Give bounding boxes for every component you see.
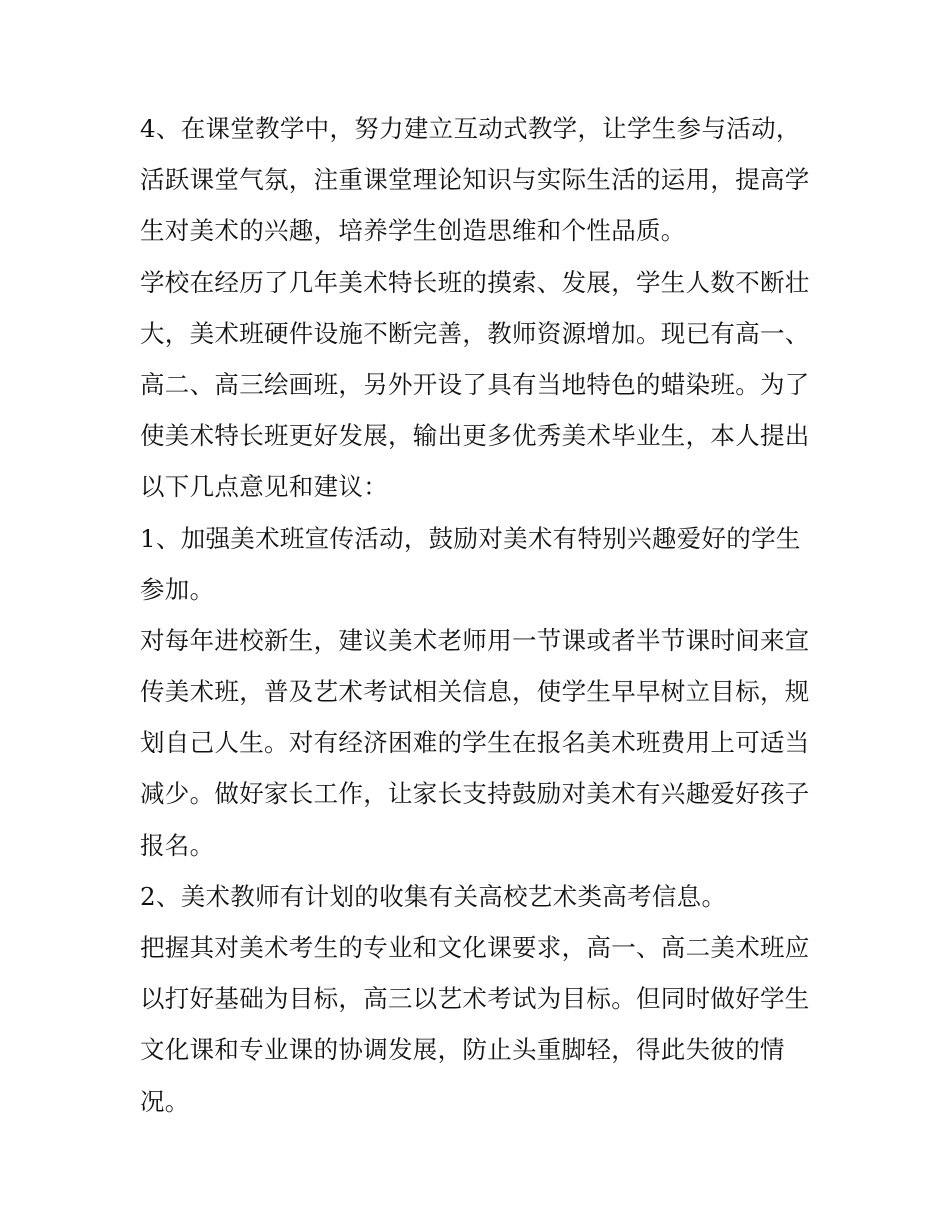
text-line: 文化课和专业课的协调发展，防止头重脚轻，得此失彼的情 (140, 1035, 785, 1065)
text-line: 报名。 (140, 830, 215, 860)
text-line: 1、加强美术班宣传活动，鼓励对美术有特别兴趣爱好的学生 (140, 523, 801, 553)
text-line: 学校在经历了几年美术特长班的摸索、发展，学生人数不断壮 (140, 267, 810, 297)
text-line: 传美术班，普及艺术考试相关信息，使学生早早树立目标，规 (140, 677, 810, 707)
text-line: 以下几点意见和建议： (140, 472, 388, 502)
document-body (140, 103, 820, 1127)
text-line: 况。 (140, 1086, 190, 1116)
text-line: 划自己人生。对有经济困难的学生在报名美术班费用上可适当 (140, 728, 810, 758)
text-line: 高二、高三绘画班，另外开设了具有当地特色的蜡染班。为了 (140, 369, 810, 399)
text-line: 以打好基础为目标，高三以艺术考试为目标。但同时做好学生 (140, 984, 810, 1014)
text-line: 生对美术的兴趣，培养学生创造思维和个性品质。 (140, 216, 686, 246)
text-line: 2、美术教师有计划的收集有关高校艺术类高考信息。 (140, 881, 727, 911)
text-line: 大，美术班硬件设施不断完善，教师资源增加。现已有高一、 (140, 318, 810, 348)
text-line: 对每年进校新生，建议美术老师用一节课或者半节课时间来宣 (140, 625, 810, 655)
text-line: 参加。 (140, 574, 215, 604)
text-line: 减少。做好家长工作，让家长支持鼓励对美术有兴趣爱好孩子 (140, 779, 810, 809)
text-line: 把握其对美术考生的专业和文化课要求，高一、高二美术班应 (140, 933, 810, 962)
text-line: 使美术特长班更好发展，输出更多优秀美术毕业生，本人提出 (140, 421, 810, 451)
text-line: 活跃课堂气氛，注重课堂理论知识与实际生活的运用，提高学 (140, 165, 810, 195)
text-line: 4、在课堂教学中，努力建立互动式教学，让学生参与活动， (140, 114, 801, 143)
